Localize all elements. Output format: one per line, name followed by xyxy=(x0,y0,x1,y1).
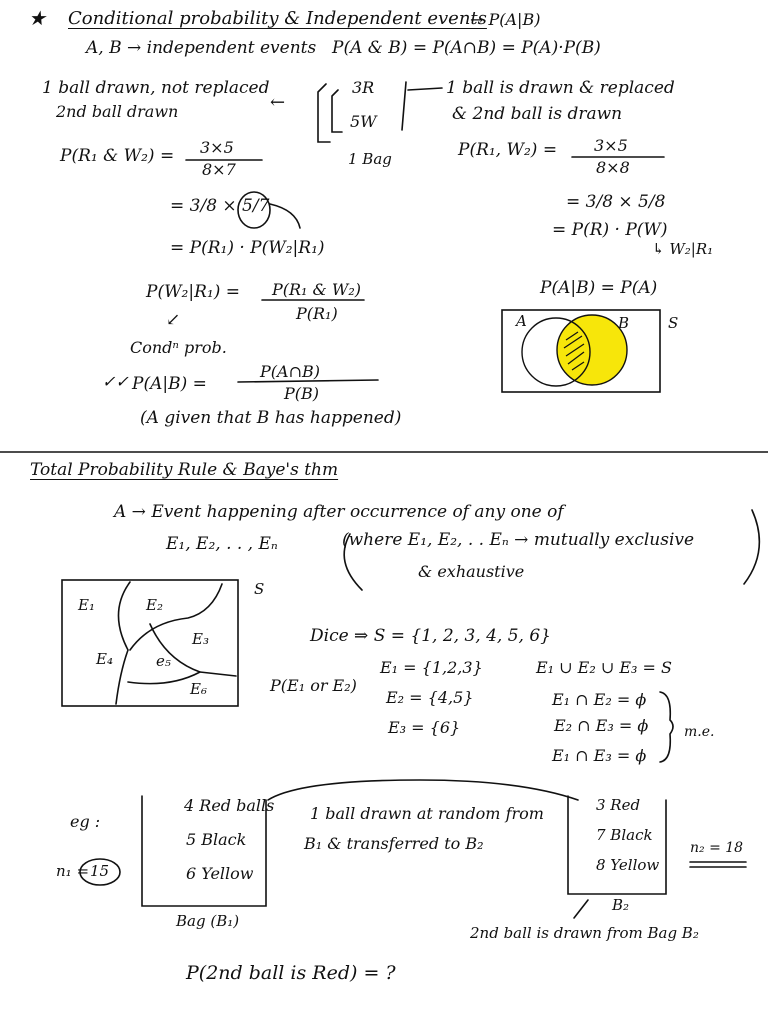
partition-curve-3 xyxy=(150,624,236,676)
replace-line-2: & 2nd ball is drawn xyxy=(452,104,623,124)
cond-arrow: ↙ xyxy=(166,310,181,330)
partition-box xyxy=(62,580,238,706)
venn-label-a: A xyxy=(516,312,527,330)
circle-5-over-7 xyxy=(238,192,270,228)
venn-circle-b xyxy=(557,314,630,385)
where-line: (where E₁, E₂, . . Eₙ → mutually exclusive xyxy=(342,530,695,550)
set-e2: E₂ = {4,5} xyxy=(386,688,474,707)
heading-arrow-note: → P(A|B) xyxy=(470,10,541,29)
independent-formula: P(A & B) = P(A∩B) = P(A)·P(B) xyxy=(332,38,601,58)
no-replace-line-1: 1 ball drawn, not replaced xyxy=(42,78,270,98)
transfer-arc xyxy=(268,780,578,800)
bag-bracket-inner xyxy=(332,90,342,132)
heading-total-probability: Total Probability Rule & Baye's thm xyxy=(30,460,339,480)
cond-prob-label: Condⁿ prob. xyxy=(130,338,227,357)
bag2-red: 3 Red xyxy=(596,796,641,814)
question-line: P(2nd ball is Red) = ? xyxy=(186,962,396,984)
partition-curve-4 xyxy=(128,672,200,684)
left-step-2: = 3/8 × 5/7 xyxy=(170,196,270,216)
bag1-black: 5 Black xyxy=(186,830,247,849)
bag-arrow-to-right xyxy=(408,88,442,90)
partition-e3: E₃ xyxy=(192,630,209,648)
second-draw-note: 2nd ball is drawn from Bag B₂ xyxy=(470,924,699,942)
left-numerator: 3×5 xyxy=(200,138,234,157)
partition-e5: e₅ xyxy=(156,652,171,670)
transfer-line-2: B₁ & transferred to B₂ xyxy=(304,834,484,853)
partition-curve-2 xyxy=(130,584,222,650)
bag2-yellow: 8 Yellow xyxy=(596,856,660,874)
bag-bracket-outer xyxy=(318,84,330,142)
left-step-3: = P(R₁) · P(W₂|R₁) xyxy=(170,238,325,258)
bag1-box xyxy=(142,796,266,906)
partition-s-label: S xyxy=(254,580,265,598)
bag1-label: Bag (B₁) xyxy=(176,912,240,930)
arrow-left: ← xyxy=(270,92,286,113)
no-replace-line-2: 2nd ball drawn xyxy=(56,102,179,121)
bag1-yellow: 6 Yellow xyxy=(186,864,254,883)
cond-prob-denominator: P(R₁) xyxy=(296,304,338,323)
bag-white-count: 5W xyxy=(350,112,377,131)
set-e3: E₃ = {6} xyxy=(388,718,461,737)
intersection-e2-e3: E₂ ∩ E₃ = ϕ xyxy=(554,716,649,735)
n2-value: n₂ = 18 xyxy=(690,840,744,856)
def-fraction-bar xyxy=(238,380,378,382)
transfer-line-1: 1 ball drawn at random from xyxy=(310,804,544,823)
where-close-paren xyxy=(744,510,759,584)
bag2-box xyxy=(568,796,666,894)
right-step-3: = P(R) · P(W) xyxy=(552,220,668,240)
intersection-e1-e3: E₁ ∩ E₃ = ϕ xyxy=(552,746,647,765)
bag2-label: B₂ xyxy=(612,896,630,914)
mutually-exclusive-note: m.e. xyxy=(684,724,715,740)
exhaustive-label: & exhaustive xyxy=(418,562,525,581)
bag1-red: 4 Red balls xyxy=(184,796,275,815)
event-line: A → Event happening after occurrence of any one of xyxy=(114,502,564,522)
right-numerator: 3×5 xyxy=(594,136,628,155)
draw-arrow xyxy=(574,900,588,918)
cond-prob-lhs: P(W₂|R₁) = xyxy=(146,282,240,302)
right-step-2: = 3/8 × 5/8 xyxy=(566,192,666,212)
venn-label-s: S xyxy=(668,314,679,332)
example-label: eg : xyxy=(70,812,101,831)
n1-label: n₁ = xyxy=(56,862,90,880)
bag-bracket-right xyxy=(402,82,406,130)
where-open-paren xyxy=(344,534,362,590)
right-prob-lhs: P(R₁, W₂) = xyxy=(458,140,558,160)
right-step-3-note: ↳ W₂|R₁ xyxy=(652,240,714,258)
partition-e6: E₆ xyxy=(190,680,207,698)
definition-lhs: P(A|B) = xyxy=(132,374,207,394)
n1-value: 15 xyxy=(90,862,110,880)
partition-e1: E₁ xyxy=(78,596,95,614)
left-prob-lhs: P(R₁ & W₂) = xyxy=(60,146,175,166)
definition-denominator: P(B) xyxy=(284,384,320,403)
replace-line-1: 1 ball is drawn & replaced xyxy=(446,78,675,98)
intersection-e1-e2: E₁ ∩ E₂ = ϕ xyxy=(552,690,647,709)
bag2-black: 7 Black xyxy=(596,826,653,844)
union-equation: E₁ ∪ E₂ ∪ E₃ = S xyxy=(536,658,672,677)
curve-arrow xyxy=(270,204,300,228)
events-list: E₁, E₂, . . , Eₙ xyxy=(166,534,278,554)
partition-curve-1 xyxy=(116,582,130,704)
check-marks: ✓✓ xyxy=(102,372,129,391)
independent-events-line: A, B → independent events xyxy=(86,38,317,58)
heading-conditional: Conditional probability & Independent events xyxy=(68,8,487,29)
dice-sample-space: Dice ⇒ S = {1, 2, 3, 4, 5, 6} xyxy=(310,626,551,646)
cond-prob-numerator: P(R₁ & W₂) xyxy=(272,280,361,299)
venn-label-b: B xyxy=(618,314,630,332)
independence-result: P(A|B) = P(A) xyxy=(540,278,658,298)
bullet-star: ★ xyxy=(28,6,46,30)
partition-e2: E₂ xyxy=(146,596,163,614)
bag-label: 1 Bag xyxy=(348,150,392,168)
n1-circle xyxy=(80,859,120,885)
me-brace xyxy=(660,692,673,762)
p-e1-or-e2: P(E₁ or E₂) xyxy=(270,676,357,695)
bag-red-count: 3R xyxy=(352,78,375,97)
set-e1: E₁ = {1,2,3} xyxy=(380,658,483,677)
definition-note: (A given that B has happened) xyxy=(140,408,402,428)
partition-e4: E₄ xyxy=(96,650,113,668)
right-denominator: 8×8 xyxy=(596,158,630,177)
left-denominator: 8×7 xyxy=(202,160,236,179)
definition-numerator: P(A∩B) xyxy=(260,362,320,381)
